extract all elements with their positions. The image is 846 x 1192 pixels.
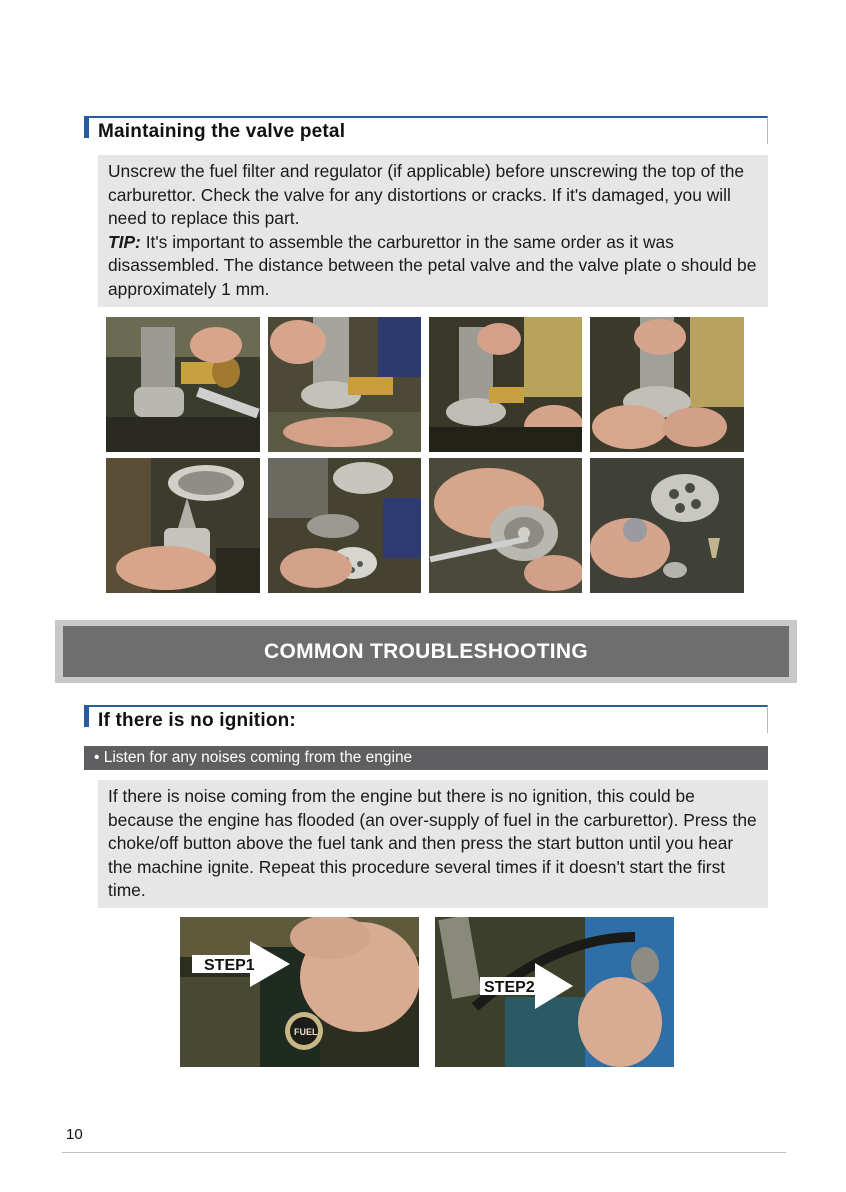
fuel-button-label: FUEL bbox=[294, 1027, 318, 1037]
instruction-paragraph: Unscrew the fuel filter and regulator (if applicable) before unscrewing the top of the carburettor. Check the valve for any distortions or cracks. If it's damaged, you will need to replace this part. bbox=[108, 161, 745, 228]
photo-disassembly-3 bbox=[429, 317, 582, 452]
no-ignition-instructions bbox=[98, 780, 768, 908]
page-number: 10 bbox=[66, 1126, 83, 1143]
valve-petal-instructions bbox=[98, 155, 768, 307]
photo-disassembly-6 bbox=[268, 458, 421, 593]
no-ignition-paragraph: If there is noise coming from the engine but there is no ignition, this could be because the engine has flooded (an over-supply of fuel in the carburettor). Press the choke/off button above the fuel tank and then press the start button until you hear the machine ignite. Repeat this procedure several times if it doesn't start the first time. bbox=[108, 786, 757, 900]
photo-disassembly-2 bbox=[268, 317, 421, 452]
photo-disassembly-1 bbox=[106, 317, 260, 452]
banner-inner bbox=[63, 626, 789, 677]
step1-label: STEP1 bbox=[204, 957, 255, 974]
tip-paragraph bbox=[108, 231, 758, 302]
section-heading-valve-petal bbox=[84, 116, 768, 144]
photo-disassembly-4 bbox=[590, 317, 744, 452]
photo-step2 bbox=[435, 917, 674, 1067]
step2-label: STEP2 bbox=[484, 979, 535, 996]
tip-text: It's important to assemble the carburettor in the same order as it was disassembled. The distance between the petal valve and the valve plate o should be approximately 1 mm. bbox=[108, 231, 757, 299]
troubleshooting-banner bbox=[55, 620, 797, 683]
tip-label: TIP: bbox=[108, 231, 141, 252]
section-heading-no-ignition bbox=[84, 705, 768, 733]
photo-disassembly-8 bbox=[590, 458, 744, 593]
photo-disassembly-5 bbox=[106, 458, 260, 593]
footer-divider bbox=[62, 1152, 786, 1153]
section-title: If there is no ignition: bbox=[98, 710, 296, 731]
photo-step1 bbox=[180, 917, 419, 1067]
section-title: Maintaining the valve petal bbox=[98, 121, 346, 142]
bullet-bar: • Listen for any noises coming from the engine bbox=[84, 746, 768, 770]
banner-title: COMMON TROUBLESHOOTING bbox=[264, 639, 588, 663]
photo-disassembly-7 bbox=[429, 458, 582, 593]
